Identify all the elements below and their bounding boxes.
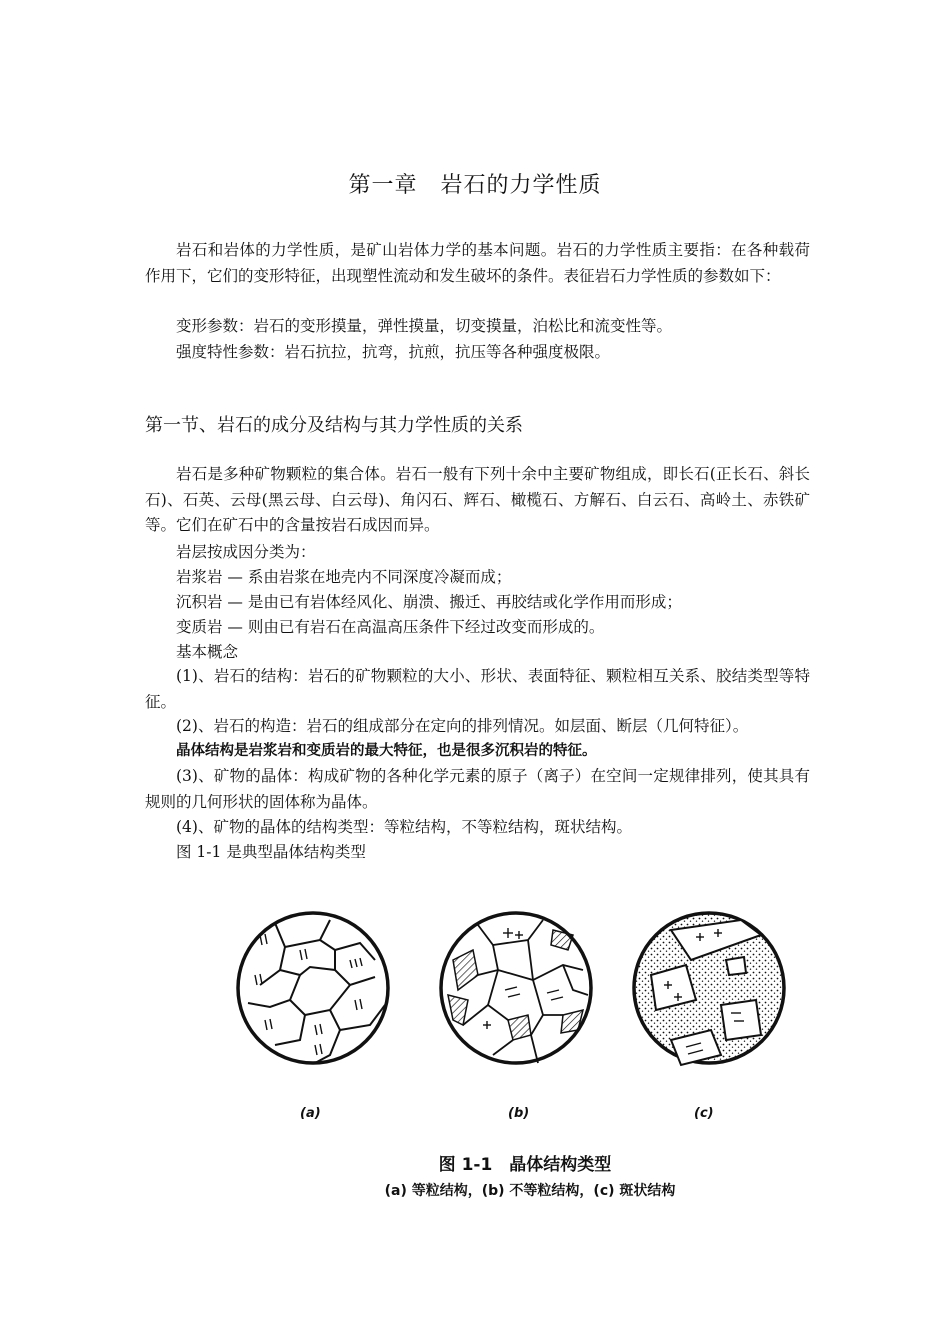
metamorphic-rock-line: 变质岩 — 则由已有岩石在高温高压条件下经过改变而形成的。	[176, 618, 605, 636]
equigranular-diagram	[238, 913, 388, 1063]
igneous-rock-line: 岩浆岩 — 系由岩浆在地壳内不同深度冷凝而成；	[176, 568, 512, 586]
basic-concepts-heading: 基本概念	[176, 643, 239, 661]
figure-caption: 图 1-1 晶体结构类型	[438, 1155, 612, 1175]
concept-rock-construction: (2)、岩石的构造：岩石的组成部分在定向的排列情况。如层面、断层（几何特征）。	[176, 717, 749, 735]
concept-rock-structure: (1)、岩石的结构：岩石的矿物颗粒的大小、形状、表面特征、颗粒相互关系、胶结类型等特征。	[145, 667, 810, 711]
crystal-structure-note: 晶体结构是岩浆岩和变质岩的最大特征，也是很多沉积岩的特征。	[176, 743, 597, 759]
figure-subcaption: (a) 等粒结构，(b) 不等粒结构，(c) 斑状结构	[384, 1183, 676, 1199]
crystal-structure-figure	[230, 905, 810, 1085]
section-title: 第一节、岩石的成分及结构与其力学性质的关系	[145, 415, 523, 436]
intro-paragraph: 岩石和岩体的力学性质，是矿山岩体力学的基本问题。岩石的力学性质主要指：在各种载荷作用下，它们的变形特征，出现塑性流动和发生破坏的条件。表征岩石力学性质的参数如下：	[145, 241, 810, 285]
figure-reference: 图 1-1 是典型晶体结构类型	[176, 843, 366, 861]
label-c: (c)	[694, 1106, 714, 1121]
rock-composition-paragraph: 岩石是多种矿物颗粒的集合体。岩石一般有下列十余中主要矿物组成，即长石(正长石、斜长石)、石英、云母(黑云母、白云母)、角闪石、辉石、橄榄石、方解石、白云石、高岭土、赤铁矿等。它们在矿石中的含量按岩石成因而异。	[145, 465, 810, 534]
label-b: (b)	[508, 1106, 530, 1121]
porphyritic-diagram	[634, 913, 784, 1065]
classification-intro: 岩层按成因分类为：	[176, 543, 316, 561]
sedimentary-rock-line: 沉积岩 — 是由已有岩体经风化、崩溃、搬迁、再胶结或化学作用而形成；	[176, 593, 682, 611]
concept-crystal-types: (4)、矿物的晶体的结构类型：等粒结构，不等粒结构，斑状结构。	[176, 818, 632, 836]
strength-params: 强度特性参数：岩石抗拉，抗弯，抗煎，抗压等各种强度极限。	[176, 343, 611, 361]
concept-mineral-crystal: (3)、矿物的晶体：构成矿物的各种化学元素的原子（离子）在空间一定规律排列，使其具有规则的几何形状的固体称为晶体。	[145, 767, 810, 811]
inequigranular-diagram	[441, 913, 591, 1063]
chapter-title: 第一章 岩石的力学性质	[348, 173, 602, 198]
label-a: (a)	[300, 1106, 321, 1121]
deformation-params: 变形参数：岩石的变形摸量，弹性摸量，切变摸量，泊松比和流变性等。	[176, 317, 673, 335]
